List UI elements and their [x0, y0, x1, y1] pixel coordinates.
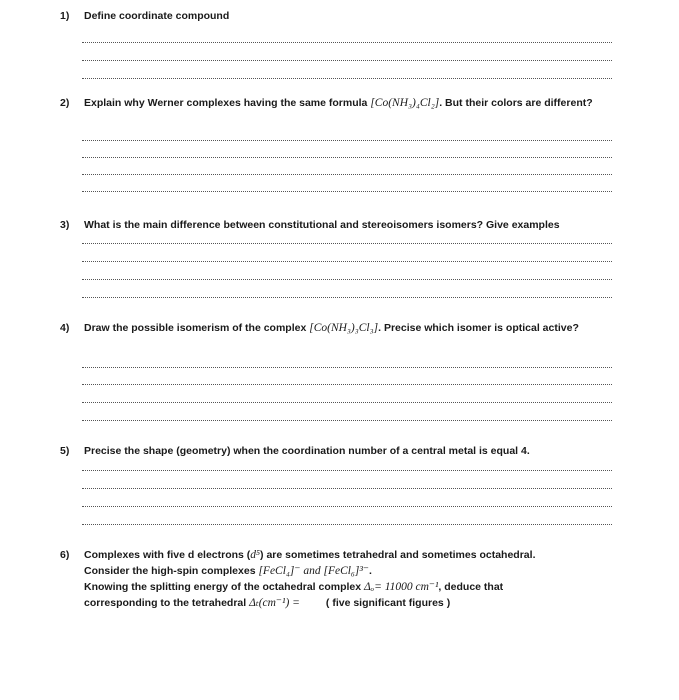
- question-number: 1): [60, 10, 70, 22]
- answer-line[interactable]: [82, 367, 612, 368]
- formula: [Co(NH₃)₃Cl₃]: [309, 322, 379, 334]
- question-text: Draw the possible isomerism of the complex [Co(NH₃)₃Cl₃]. Precise which isomer is optical active?: [84, 322, 579, 334]
- answer-line[interactable]: [82, 157, 612, 158]
- answer-line[interactable]: [82, 384, 612, 385]
- answer-line[interactable]: [82, 243, 612, 244]
- question-text: Explain why Werner complexes having the same formula [Co(NH₃)₄Cl₂]. But their colors are different?: [84, 97, 593, 109]
- question-3: [60, 217, 620, 233]
- question-4: [60, 320, 600, 336]
- answer-line[interactable]: [82, 506, 612, 507]
- answer-line[interactable]: [82, 279, 612, 280]
- answer-line[interactable]: [82, 420, 612, 421]
- question-text-line-4: corresponding to the tetrahedral Δₜ(cm⁻¹) = ( five significant figures ): [84, 597, 451, 609]
- answer-line[interactable]: [82, 402, 612, 403]
- question-text: Define coordinate compound: [84, 10, 230, 22]
- question-text-line-1: Complexes with five d electrons (d⁵) are sometimes tetrahedral and sometimes octahedral.: [84, 549, 536, 561]
- answer-line[interactable]: [82, 78, 612, 79]
- question-text-line-2: Consider the high-spin complexes [FeCl₄]⁻ and [FeCl₆]³⁻.: [84, 565, 372, 577]
- question-1: [60, 8, 600, 24]
- question-6: [60, 547, 620, 611]
- answer-line[interactable]: [82, 140, 612, 141]
- answer-line[interactable]: [82, 297, 612, 298]
- answer-line[interactable]: [82, 261, 612, 262]
- question-number: 5): [60, 445, 70, 457]
- question-number: 6): [60, 549, 70, 561]
- question-5: [60, 443, 620, 459]
- question-2: [60, 95, 600, 111]
- question-number: 4): [60, 322, 70, 334]
- question-text-line-3: Knowing the splitting energy of the octahedral complex Δₒ= 11000 cm⁻¹, deduce that: [84, 581, 504, 593]
- answer-line[interactable]: [82, 488, 612, 489]
- answer-line[interactable]: [82, 42, 612, 43]
- answer-line[interactable]: [82, 191, 612, 192]
- hint-text: ( five significant figures ): [325, 597, 451, 609]
- answer-line[interactable]: [82, 470, 612, 471]
- formula: [Co(NH₃)₄Cl₂]: [370, 97, 440, 109]
- answer-line[interactable]: [82, 60, 612, 61]
- answer-line[interactable]: [82, 174, 612, 175]
- question-text: Precise the shape (geometry) when the coordination number of a central metal is equal 4.: [84, 445, 530, 457]
- question-number: 3): [60, 219, 70, 231]
- question-number: 2): [60, 97, 70, 109]
- answer-line[interactable]: [82, 524, 612, 525]
- question-text: What is the main difference between constitutional and stereoisomers isomers? Give examples: [84, 219, 560, 231]
